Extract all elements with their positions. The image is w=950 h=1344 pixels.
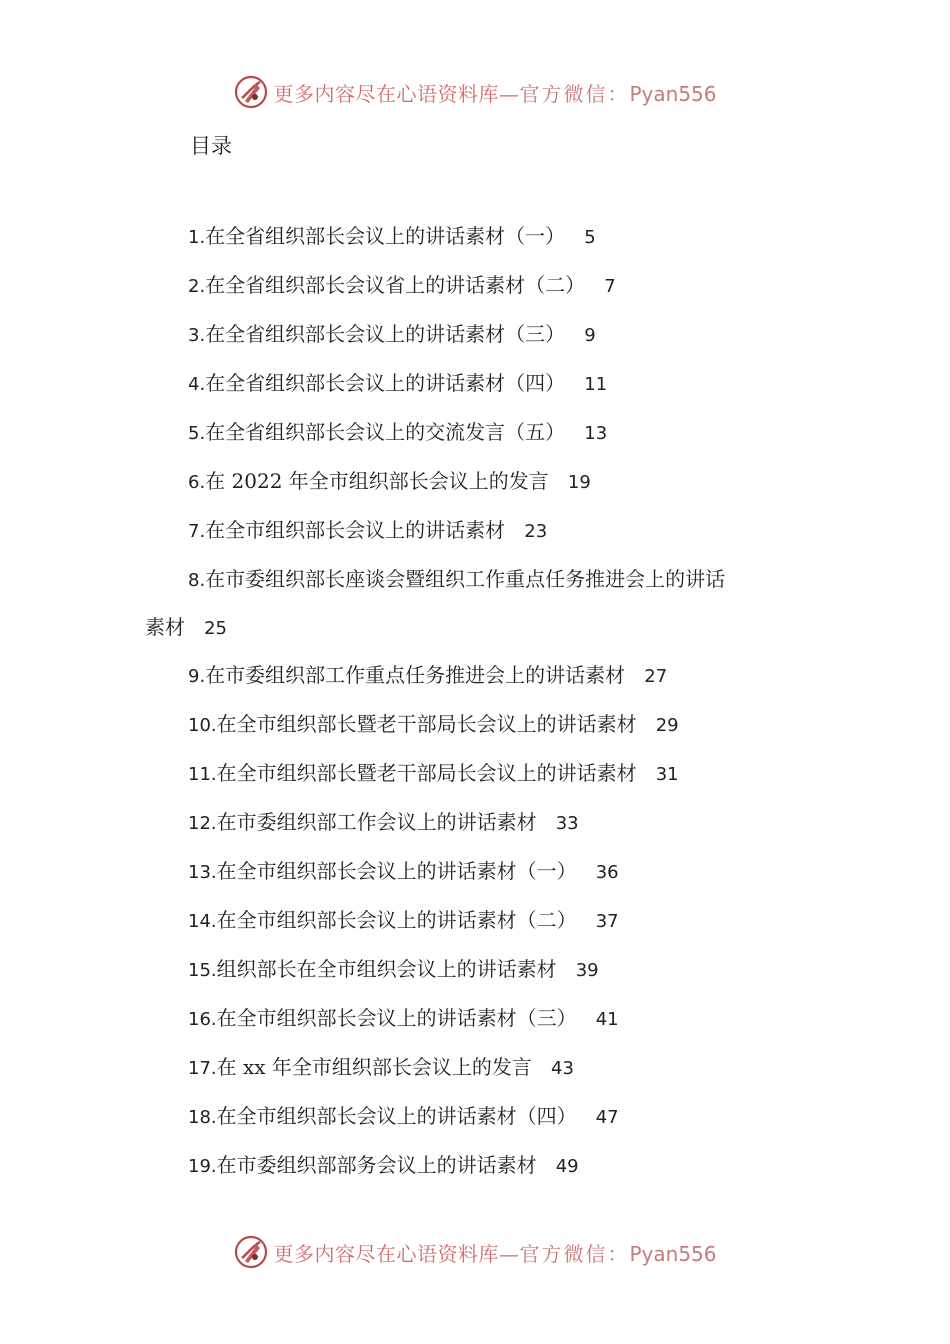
toc-item-line (188, 555, 725, 605)
toc-item[interactable] (0, 555, 950, 651)
toc-item-number: 10. (188, 715, 217, 736)
toc-item-line (188, 310, 596, 360)
toc-item-line (188, 945, 599, 995)
toc-item-title: 在全省组织部长会议上的讲话素材（三） (205, 322, 566, 346)
toc-item-number: 2. (188, 276, 206, 297)
toc-item-line-cont (145, 603, 227, 653)
toc-item-line (188, 798, 579, 848)
toc-item[interactable] (0, 945, 950, 994)
toc-item-page: 7 (604, 276, 616, 297)
toc-item[interactable] (0, 408, 950, 457)
toc-item-number: 18. (188, 1107, 217, 1128)
toc-item[interactable] (0, 359, 950, 408)
toc-item-page: 9 (584, 325, 596, 346)
toc-title: 目录 (190, 134, 232, 158)
banner-slogan: 更多内容尽在心语资料库— (273, 81, 520, 106)
toc-item-page: 47 (595, 1107, 619, 1128)
toc-item-line (188, 700, 679, 750)
toc-item-title: 在全市组织部长会议上的讲话素材（二） (216, 908, 577, 932)
toc-item-title: 在市委组织部部务会议上的讲话素材 (216, 1153, 537, 1177)
toc-item[interactable] (0, 847, 950, 896)
toc-item-number: 1. (188, 227, 206, 248)
toc-item[interactable] (0, 798, 950, 847)
toc-item-page: 23 (524, 521, 548, 542)
toc-item-number: 3. (188, 325, 206, 346)
toc-item-number: 13. (188, 862, 217, 883)
toc-item-page: 36 (595, 862, 619, 883)
toc-item-number: 8. (188, 570, 206, 591)
toc-item-line (188, 749, 679, 799)
toc-item-number: 11. (188, 764, 217, 785)
toc-item-title: 组织部长在全市组织会议上的讲话素材 (216, 957, 557, 981)
toc-item-line (188, 261, 616, 311)
toc-item-number: 12. (188, 813, 217, 834)
toc-item[interactable] (0, 261, 950, 310)
toc-item-page: 11 (584, 374, 608, 395)
toc-item-line (188, 457, 591, 507)
header-banner (0, 70, 950, 114)
toc-item-number: 17. (188, 1058, 217, 1079)
toc-item-number: 7. (188, 521, 206, 542)
toc-item-title: 在市委组织部工作会议上的讲话素材 (216, 810, 537, 834)
toc-item-title: 在全市组织部长暨老干部局长会议上的讲话素材 (216, 761, 637, 785)
toc-item-title: 在 xx 年全市组织部长会议上的发言 (216, 1055, 532, 1079)
toc-item[interactable] (0, 310, 950, 359)
toc-item-number: 19. (188, 1156, 217, 1177)
toc-item-line (188, 1043, 574, 1093)
toc-item[interactable] (0, 1043, 950, 1092)
toc-item[interactable] (0, 212, 950, 261)
pen-logo-icon (233, 74, 269, 110)
toc-item-line (188, 994, 619, 1044)
toc-item[interactable] (0, 651, 950, 700)
toc-item-title: 在全市组织部长暨老干部局长会议上的讲话素材 (216, 712, 637, 736)
toc-item-number: 15. (188, 960, 217, 981)
toc-item-line (188, 506, 547, 556)
toc-item-line (188, 408, 607, 458)
banner-text (273, 1238, 716, 1267)
toc-item-page: 33 (555, 813, 579, 834)
banner-slogan: 更多内容尽在心语资料库— (273, 1241, 520, 1266)
toc-item-number: 4. (188, 374, 206, 395)
toc-item-page: 41 (595, 1009, 619, 1030)
toc-item[interactable] (0, 457, 950, 506)
toc-item-page: 5 (584, 227, 596, 248)
toc-item-number: 6. (188, 472, 206, 493)
toc-item-page: 49 (555, 1156, 579, 1177)
toc-item[interactable] (0, 506, 950, 555)
toc-item-title: 在全市组织部长会议上的讲话素材 (205, 518, 506, 542)
toc-item-number: 9. (188, 666, 206, 687)
toc-item-page: 25 (204, 618, 227, 639)
banner-wx-label: 官方微信： (519, 81, 630, 106)
toc-item-title: 在全市组织部长会议上的讲话素材（四） (216, 1104, 577, 1128)
toc-item-line (188, 896, 619, 946)
toc-item[interactable] (0, 749, 950, 798)
toc-item-page: 29 (655, 715, 679, 736)
toc-item[interactable] (0, 1141, 950, 1190)
toc-item-line (188, 1141, 579, 1191)
toc-item-title: 在全省组织部长会议上的交流发言（五） (205, 420, 566, 444)
toc-item-title: 在全市组织部长会议上的讲话素材（三） (216, 1006, 577, 1030)
toc-item-line (188, 359, 607, 409)
banner-wx-id: Pyan556 (629, 1241, 717, 1266)
toc-item[interactable] (0, 700, 950, 749)
toc-item-title: 在 2022 年全市组织部长会议上的发言 (205, 469, 549, 493)
toc-item[interactable] (0, 994, 950, 1043)
toc-item-number: 5. (188, 423, 206, 444)
toc-item-line (188, 847, 619, 897)
toc-list (0, 212, 950, 1190)
toc-item-page: 43 (551, 1058, 574, 1079)
toc-item-title: 在市委组织部长座谈会暨组织工作重点任务推进会上的讲话 (205, 567, 726, 591)
toc-item-number: 14. (188, 911, 217, 932)
toc-item-line (188, 212, 596, 262)
footer-banner (0, 1230, 950, 1274)
toc-item-title: 在全省组织部长会议上的讲话素材（四） (205, 371, 566, 395)
pen-logo-icon (233, 1234, 269, 1270)
banner-wx-label: 官方微信： (519, 1241, 630, 1266)
toc-item-title: 在市委组织部工作重点任务推进会上的讲话素材 (205, 663, 626, 687)
toc-item-page: 31 (655, 764, 679, 785)
toc-item-line (188, 1092, 619, 1142)
toc-item-page: 27 (644, 666, 668, 687)
toc-item-number: 16. (188, 1009, 217, 1030)
banner-text (273, 78, 716, 107)
toc-item-line (188, 651, 667, 701)
toc-item[interactable] (0, 1092, 950, 1141)
toc-item-page: 13 (584, 423, 608, 444)
toc-item-page: 37 (595, 911, 619, 932)
toc-item-page: 19 (567, 472, 591, 493)
toc-item-title: 在全省组织部长会议省上的讲话素材（二） (205, 273, 586, 297)
banner-wx-id: Pyan556 (629, 81, 717, 106)
toc-item[interactable] (0, 896, 950, 945)
toc-item-title: 在全市组织部长会议上的讲话素材（一） (216, 859, 577, 883)
toc-item-title-cont: 素材 (145, 615, 185, 639)
toc-item-page: 39 (575, 960, 599, 981)
toc-item-title: 在全省组织部长会议上的讲话素材（一） (205, 224, 566, 248)
